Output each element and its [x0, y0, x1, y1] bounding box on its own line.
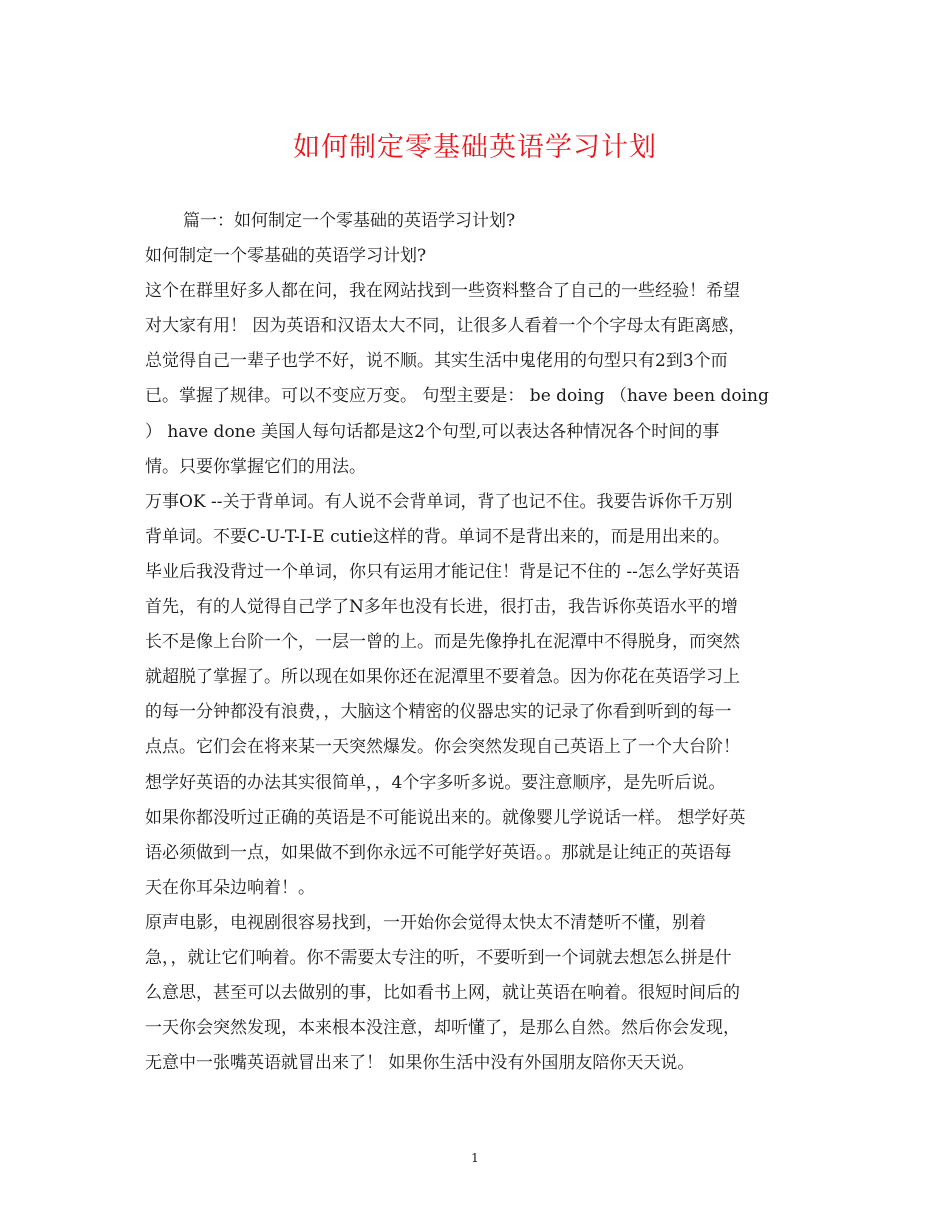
body-line: 想学好英语的办法其实很简单，，4个字多听多说。要注意顺序，是先听后说。 [145, 772, 726, 793]
body-line: 如何制定一个零基础的英语学习计划? [145, 246, 427, 267]
body-line: 已。掌握了规律。可以不变应万变。 句型主要是： be doing （have been doing [145, 386, 769, 407]
body-line: 总觉得自己一辈子也学不好，说不顺。其实生活中鬼佬用的句型只有2到3个而 [145, 351, 728, 372]
body-line: 情。只要你掌握它们的用法。 [145, 456, 366, 477]
document-title: 如何制定零基础英语学习计划 [293, 132, 657, 163]
body-line: 背单词。不要C-U-T-I-E cutie这样的背。单词不是背出来的，而是用出来的。 [145, 526, 730, 547]
body-line: 一天你会突然发现，本来根本没注意，却听懂了，是那么自然。然后你会发现， [145, 1018, 740, 1039]
body-line: 毕业后我没背过一个单词，你只有运用才能记住！背是记不住的 --怎么学好英语 [145, 561, 740, 582]
body-line: 首先，有的人觉得自己学了N多年也没有长进，很打击，我告诉你英语水平的增 [145, 597, 738, 618]
body-line: ） have done 美国人每句话都是这2个句型,可以表达各种情况各个时间的事 [145, 421, 720, 442]
body-line: 语必须做到一点，如果做不到你永远不可能学好英语。。那就是让纯正的英语每 [145, 842, 732, 863]
body-line: 急，，就让它们响着。你不需要太专注的听，不要听到一个词就去想怎么拼是什 [145, 947, 732, 968]
document-body [145, 204, 825, 1081]
body-line: 原声电影，电视剧很容易找到，一开始你会觉得太快太不清楚听不懂，别着 [145, 912, 706, 933]
body-line: 对大家有用！ 因为英语和汉语太大不同，让很多人看着一个个字母太有距离感， [145, 316, 746, 337]
page-number: 1 [471, 1151, 479, 1165]
body-line: 篇一：如何制定一个零基础的英语学习计划? [183, 211, 516, 231]
body-line: 万事OK --关于背单词。有人说不会背单词，背了也记不住。我要告诉你千万别 [145, 491, 733, 512]
body-line: 么意思，甚至可以去做别的事，比如看书上网，就让英语在响着。很短时间后的 [145, 983, 740, 1004]
body-line: 无意中一张嘴英语就冒出来了！ 如果你生活中没有外国朋友陪你天天说。 [145, 1053, 695, 1074]
body-line: 如果你都没听过正确的英语是不可能说出来的。就像婴儿学说话一样。 想学好英 [145, 807, 746, 828]
body-line: 点点。它们会在将来某一天突然爆发。你会突然发现自己英语上了一个大台阶！ [145, 737, 740, 758]
body-line: 这个在群里好多人都在问，我在网站找到一些资料整合了自己的一些经验！希望 [145, 281, 740, 302]
body-line: 长不是像上台阶一个，一层一曾的上。而是先像挣扎在泥潭中不得脱身，而突然 [145, 632, 740, 653]
body-line: 的每一分钟都没有浪费，，大脑这个精密的仪器忠实的记录了你看到听到的每一 [145, 702, 732, 723]
body-line: 天在你耳朵边响着！。 [145, 877, 315, 898]
body-line: 就超脱了掌握了。所以现在如果你还在泥潭里不要着急。因为你花在英语学习上 [145, 667, 740, 688]
